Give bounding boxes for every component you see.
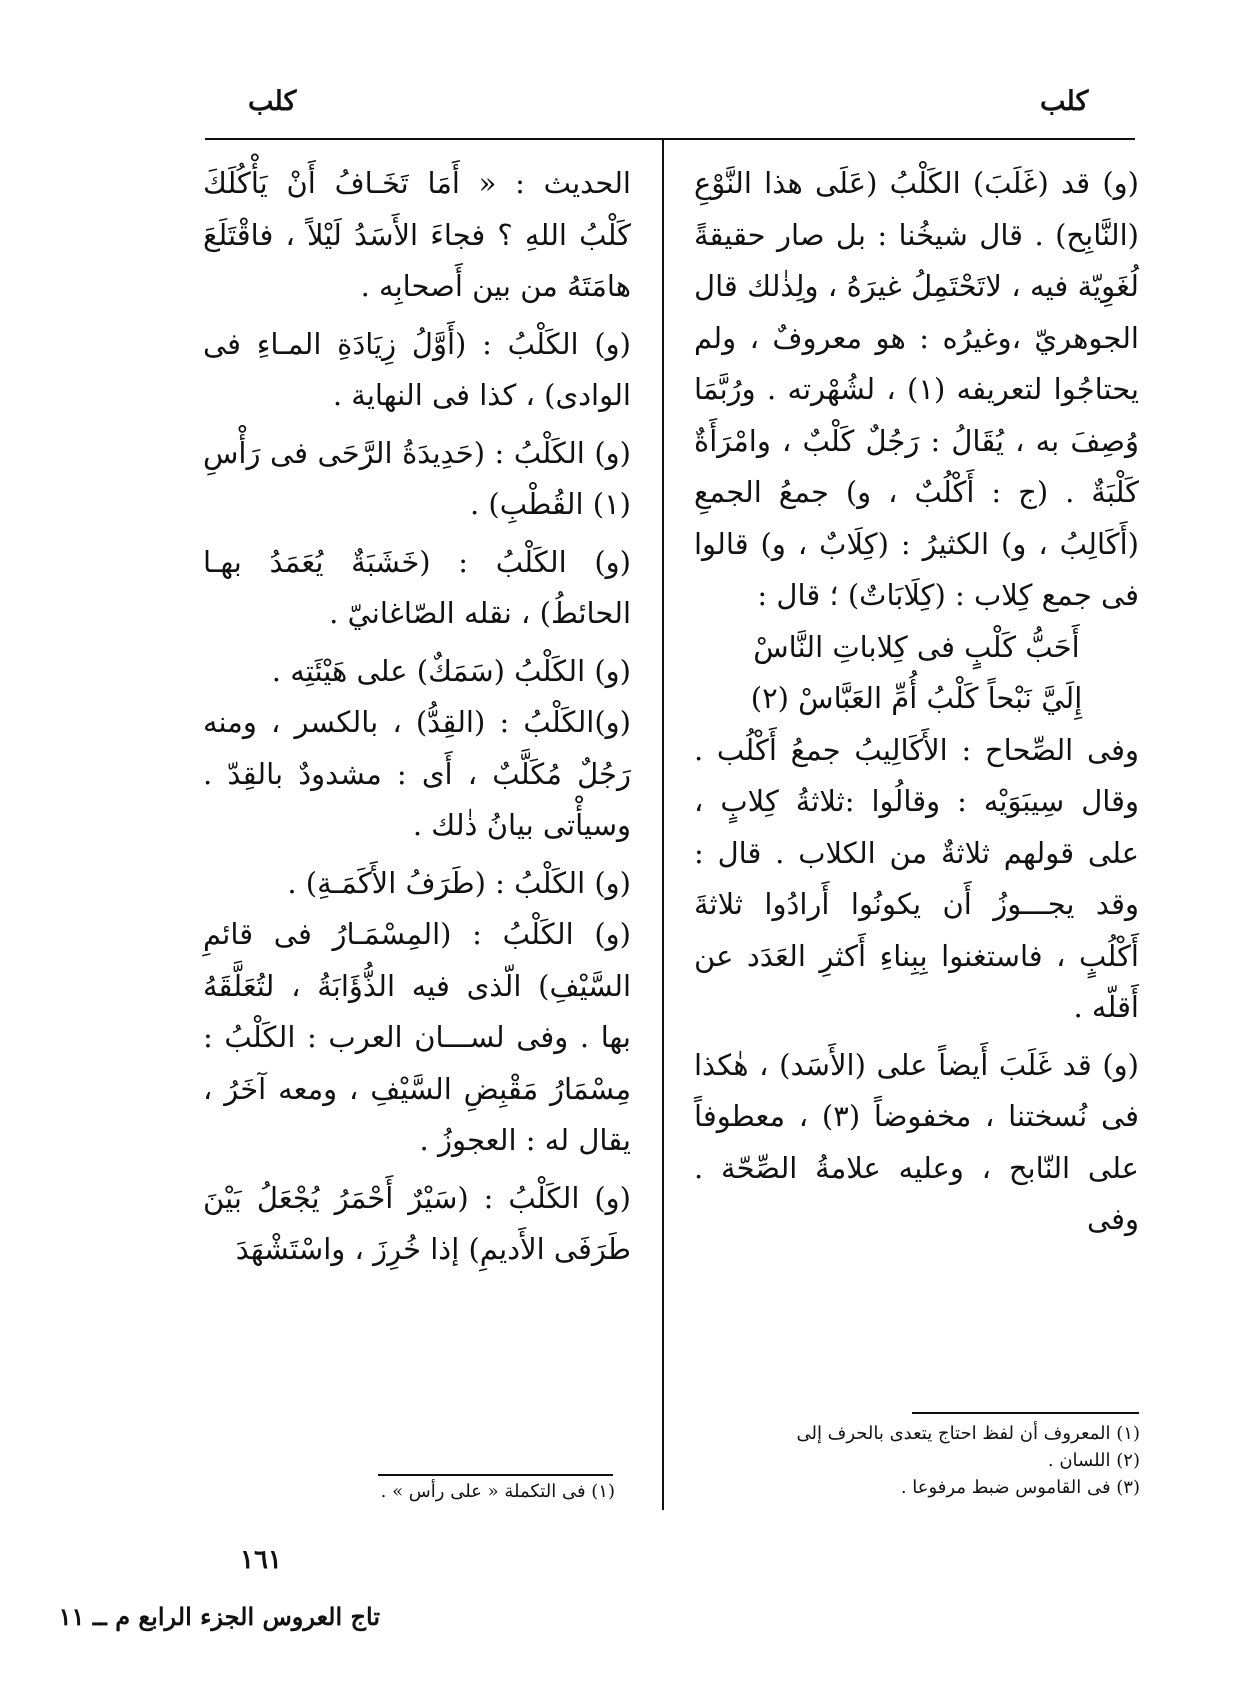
paragraph: (و) الكَلْبُ : (سَيْرٌ أَحْمَرُ يُجْعَلُ بَيْنَ طَرَفَى الأَديمِ) إذا خُرِزَ ، واسْتَشْهَدَ	[203, 1180, 631, 1266]
footnote-rule-left	[378, 1474, 613, 1476]
paragraph: (و) الكَلْبُ : (أَوَّلُ زِيَادَةِ المـاءِ فى الوادى) ، كذا فى النهاية .	[203, 326, 631, 412]
footnotes-left	[300, 1478, 615, 1505]
paragraph: (و) الكَلْبُ (سَمَكٌ) على هَيْئَتِه .	[271, 653, 631, 688]
left-text-column	[203, 158, 631, 1276]
footnote: (٢) اللسان .	[1047, 1450, 1140, 1471]
paragraph: (و)الكَلْبُ : (القِدُّ) ، بالكسر ، ومنه رَجُلٌ مُكَلَّبٌ ، أَى : مشدودٌ بالقِدّ . وسيأْتى بيانُ ذٰلك .	[203, 705, 631, 842]
paragraph: (و) الكَلْبُ : (خَشَبَةٌ يُعَمَدُ بهـا الحائطُ) ، نقله الصّاغانيّ .	[203, 544, 631, 630]
paragraph: (و) قد غَلَبَ أَيضاً على (الأَسَد) ، هٰكذا فى نُسختنا ، مخفوضاً (٣) ، معطوفاً على النّابح ، وعليه علامةُ الصِّحّة . وفى	[694, 1047, 1139, 1236]
paragraph: (و) الكَلْبُ : (حَدِيدَةُ الرَّحَى فى رَأْسِ (١) القُطْبِ) .	[203, 435, 631, 521]
column-divider	[662, 140, 664, 1510]
footnote: (١) فى التكملة « على رأس » .	[380, 1481, 615, 1502]
printer-signature: تاج العروس الجزء الرابع م ــ ١١	[58, 1602, 380, 1631]
verse-line: أَحَبُّ كَلْبٍ فى كِلاباتِ النَّاسْ	[753, 629, 1080, 664]
running-head-right: كلب	[1040, 86, 1089, 117]
page-number: ١٦١	[240, 1545, 282, 1575]
footnote: (١) المعروف أن لفظ احتاج يتعدى بالحرف إلى	[796, 1423, 1140, 1444]
verse-line: إِلَيَّ نَبْحاً كَلْبُ أُمِّ العَبَّاسْ (٢)	[750, 681, 1083, 715]
header-rule	[205, 138, 1135, 140]
footnote: (٣) فى القاموس ضبط مرفوعا .	[900, 1477, 1140, 1498]
right-text-column	[694, 158, 1139, 1246]
paragraph: (و) قد (غَلَبَ) الكَلْبُ (عَلَى هذا النَّوْعِ (النَّابِح) . قال شيخُنا : بل صار حقيقةً لُغَوِيّة فيه ، لاتَحْتَمِلُ غيرَهُ ، ولِذٰلك قال الجوهريّ ،وغيرُه : هو معروفٌ ، ولم يحتاجُوا لتعريفه (١) ، لشُهْرته . ورُبَّمَا وُصِفَ به ، يُقَالُ : رَجُلٌ كَلْبٌ ، وامْرَأَةٌ كَلْبَةٌ . (ج : أَكْلُبٌ ، و) جمعُ الجمعِ (أَكَالِبُ ، و) الكثيرُ : (كِلَابٌ ، و) قالوا فى جمع كِلاب : (كِلَابَاتٌ) ؛ قال :	[694, 166, 1140, 612]
footnote-rule-right	[912, 1412, 1139, 1414]
running-head-left: كلب	[248, 86, 297, 117]
paragraph: (و) الكَلْبُ : (طَرَفُ الأَكَمَـةِ) .	[287, 865, 631, 900]
paragraph: الحديث : « أَمَا تَخَـافُ أَنْ يَأْكُلَكَ كَلْبُ اللهِ ؟ فجاءَ الأَسَدُ لَيْلاً ، فاقْتَلَعَ هامَتَهُ من بين أَصحابِه .	[203, 166, 631, 303]
paragraph: وفى الصِّحاح : الأَكَالِيبُ جمعُ أَكْلُب . وقال سِيبَوَيْه : وقالُوا :ثلاثةُ كِلابٍ ، على قولهم ثلاثةٌ من الكلاب . قال : وقد يجـــوزُ أَن يكونُوا أَرادُوا ثلاثةَ أَكْلُبٍ ، فاستغنوا بِبِناءِ أَكثرِ العَدَد عن أَقلّه .	[694, 732, 1139, 1024]
paragraph: (و) الكَلْبُ : (المِسْمَـارُ فى قائمِ السَّيْفِ) الّذى فيه الذُّؤَابَةُ ، لتُعَلَّقَهُ بها . وفى لســـان العرب : الكَلْبُ : مِسْمَارُ مَقْبِضِ السَّيْفِ ، ومعه آخَرُ ، يقال له : العجوزُ .	[203, 917, 631, 1157]
footnotes-right	[700, 1420, 1140, 1501]
